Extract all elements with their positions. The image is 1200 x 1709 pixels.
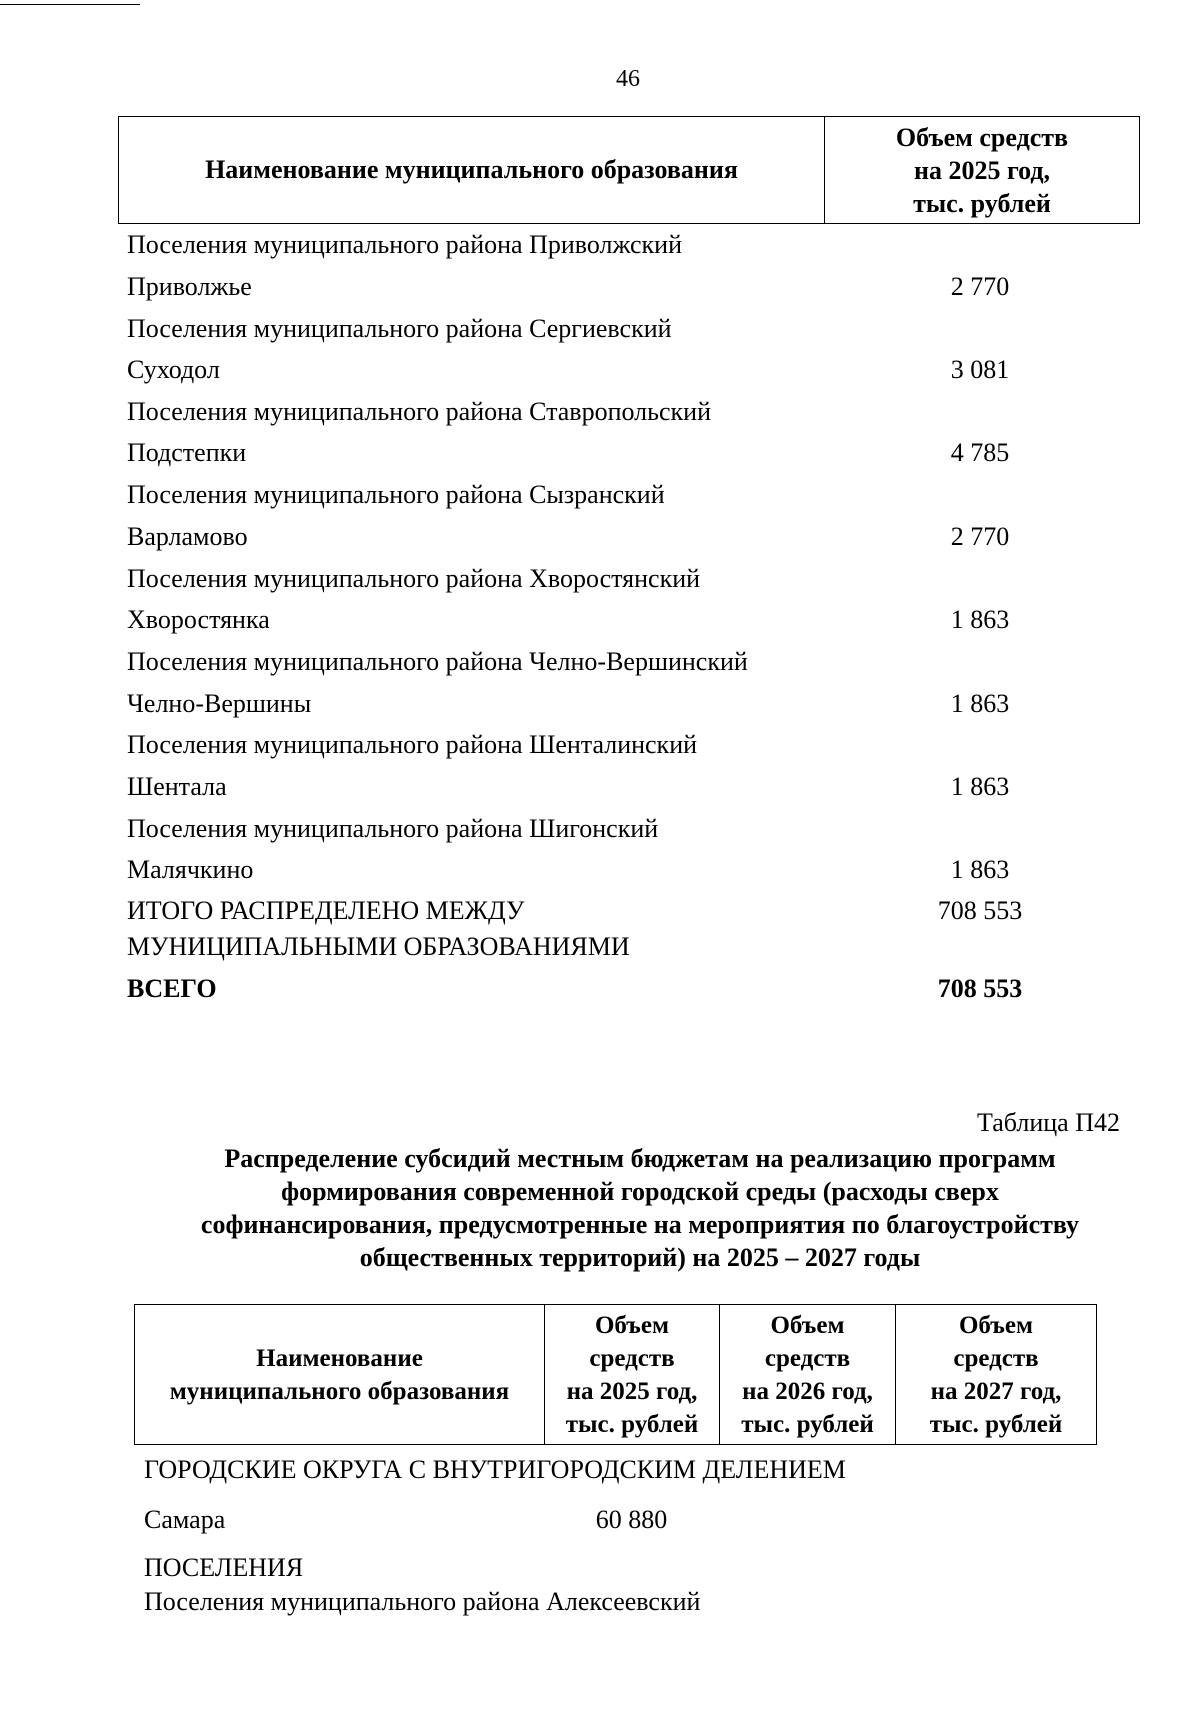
table2-header-2025-line: средств: [589, 1344, 675, 1372]
district-row-name: Поселения муниципального района Сергиевский: [127, 314, 672, 343]
settlement-row-name: Хворостянка: [127, 605, 270, 634]
table1-header-amount-line: тыс. рублей: [913, 188, 1051, 218]
table2-header-2027-line: тыс. рублей: [929, 1410, 1063, 1438]
table1-header-amount-line: на 2025 год,: [913, 155, 1051, 185]
settlement-row-name: Подстепки: [127, 438, 247, 467]
table2-header-2026-line: Объем: [770, 1311, 845, 1339]
table2-header-2027: [896, 1305, 1096, 1444]
table2-header-2025: [545, 1305, 720, 1444]
settlement-row-name: Варламово: [127, 522, 248, 551]
table2-header-2027-line: на 2027 год,: [930, 1377, 1062, 1405]
settlement-row-value: 1 863: [950, 605, 1010, 634]
settlement-row-value: 3 081: [950, 355, 1010, 384]
district-row-name: Поселения муниципального района Хворостянский: [127, 564, 701, 593]
table2-header-2025-line: Объем: [594, 1311, 669, 1339]
table2-header-2027-line: Объем: [958, 1311, 1033, 1339]
district-row-name: Поселения муниципального района Приволжский: [127, 230, 683, 259]
settlement-row-name: Челно-Вершины: [127, 689, 312, 718]
settlement-row-value: 1 863: [950, 772, 1010, 801]
samara-row-value-2025: 60 880: [595, 1505, 668, 1534]
table1-header-name: Наименование муниципального образования: [119, 117, 825, 223]
table2-header-2026-line: на 2026 год,: [742, 1377, 873, 1405]
district-row-name: Поселения муниципального района Шенталинский: [127, 730, 698, 759]
table2-header-2027-line: средств: [953, 1344, 1039, 1372]
page-number: 46: [616, 66, 640, 92]
settlement-row-name: Шентала: [127, 772, 227, 801]
settlement-row-name: Суходол: [127, 355, 220, 384]
table2-header-2025-line: тыс. рублей: [565, 1410, 699, 1438]
table2-title-line: софинансирования, предусмотренные на мероприятия по благоустройству: [200, 1210, 1080, 1239]
settlement-row-name: Приволжье: [127, 272, 252, 301]
subtotal-value: 708 553: [937, 896, 1023, 925]
table2-title-line: общественных территорий) на 2025 – 2027 годы: [359, 1243, 921, 1272]
subtotal-label: ИТОГО РАСПРЕДЕЛЕНО МЕЖДУ: [127, 896, 525, 925]
district-row-name: Поселения муниципального района Шигонский: [127, 814, 659, 843]
table2-title-line: формирования современной городской среды (расходы сверх: [281, 1177, 999, 1206]
table2-header-name: [135, 1305, 545, 1444]
table2-title: [120, 1142, 1160, 1274]
subtotal-label-line2: МУНИЦИПАЛЬНЫМИ ОБРАЗОВАНИЯМИ: [127, 932, 630, 961]
table2-header-2025-line: на 2025 год,: [566, 1377, 698, 1405]
settlement-row-value: 4 785: [950, 438, 1010, 467]
settlement-row-value: 2 770: [950, 522, 1010, 551]
table1-header: [118, 116, 1140, 224]
scan-edge-line: [0, 4, 140, 5]
district-row-name: Поселения муниципального района Челно-Вершинский: [127, 647, 748, 676]
table2-header-2026: [720, 1305, 896, 1444]
total-label: ВСЕГО: [127, 974, 217, 1003]
district-row-name: Поселения муниципального района Алексеевский: [144, 1587, 701, 1616]
table2-header-name-line: муниципального образования: [169, 1377, 510, 1405]
district-row-name: Поселения муниципального района Сызранский: [127, 480, 665, 509]
settlement-row-value: 1 863: [950, 855, 1010, 884]
table2-header-2026-line: средств: [764, 1344, 851, 1372]
table1-header-amount: [825, 117, 1139, 223]
table2-header-2026-line: тыс. рублей: [741, 1410, 874, 1438]
samara-row-name: Самара: [144, 1505, 226, 1534]
table2-header-name-line: Наименование: [256, 1344, 423, 1372]
section-title-urban-districts: ГОРОДСКИЕ ОКРУГА С ВНУТРИГОРОДСКИМ ДЕЛЕНИЕМ: [144, 1455, 846, 1484]
district-row-name: Поселения муниципального района Ставропольский: [127, 397, 711, 426]
total-value: 708 553: [937, 974, 1023, 1003]
table2-header: [134, 1304, 1097, 1445]
settlement-row-name: Малячкино: [127, 855, 254, 884]
table1-header-amount-line: Объем средств: [895, 122, 1069, 152]
table-label: Таблица П42: [977, 1108, 1120, 1137]
table2-title-line: Распределение субсидий местным бюджетам на реализацию программ: [224, 1144, 1056, 1173]
settlement-row-value: 2 770: [950, 272, 1010, 301]
section-title-settlements: ПОСЕЛЕНИЯ: [144, 1553, 304, 1582]
settlement-row-value: 1 863: [950, 689, 1010, 718]
